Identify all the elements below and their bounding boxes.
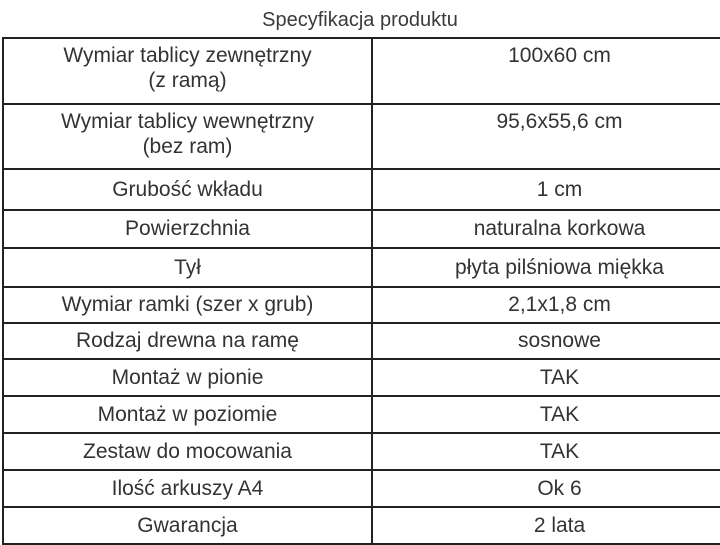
table-row	[3, 396, 720, 433]
row-value: sosnowe	[372, 323, 720, 359]
row-label: Montaż w poziomie	[3, 396, 372, 433]
specification-table	[2, 37, 720, 545]
table-row	[3, 507, 720, 544]
row-label	[3, 38, 372, 104]
row-label: Rodzaj drewna na ramę	[3, 323, 372, 359]
row-value: 2,1x1,8 cm	[372, 287, 720, 323]
row-value: płyta pilśniowa miękka	[372, 248, 720, 287]
row-label: Wymiar ramki (szer x grub)	[3, 287, 372, 323]
table-row	[3, 470, 720, 507]
row-label: Zestaw do mocowania	[3, 433, 372, 470]
row-value: TAK	[372, 359, 720, 396]
row-label: Powierzchnia	[3, 210, 372, 248]
row-label: Grubość wkładu	[3, 169, 372, 210]
row-value: Ok 6	[372, 470, 720, 507]
table-row	[3, 104, 720, 169]
table-row	[3, 38, 720, 104]
row-label-line: Wymiar tablicy wewnętrzny	[60, 110, 315, 133]
table-row	[3, 433, 720, 470]
row-value: TAK	[372, 396, 720, 433]
row-label: Ilość arkuszy A4	[3, 470, 372, 507]
row-value: TAK	[372, 433, 720, 470]
row-label-line: Wymiar tablicy zewnętrzny	[63, 44, 312, 67]
table-row	[3, 359, 720, 396]
row-label-line: (z ramą)	[148, 69, 227, 92]
table-row	[3, 210, 720, 248]
table-row	[3, 287, 720, 323]
row-label: Tył	[3, 248, 372, 287]
page-title: Specyfikacja produktu	[262, 9, 458, 31]
row-value: naturalna korkowa	[372, 210, 720, 248]
row-label: Montaż w pionie	[3, 359, 372, 396]
table-row	[3, 248, 720, 287]
row-label-line: (bez ram)	[142, 135, 233, 158]
table-row	[3, 169, 720, 210]
row-label: Gwarancja	[3, 507, 372, 544]
row-value: 100x60 cm	[372, 38, 720, 104]
row-label	[3, 104, 372, 169]
row-value: 95,6x55,6 cm	[372, 104, 720, 169]
row-value: 1 cm	[372, 169, 720, 210]
row-value: 2 lata	[372, 507, 720, 544]
table-row	[3, 323, 720, 359]
